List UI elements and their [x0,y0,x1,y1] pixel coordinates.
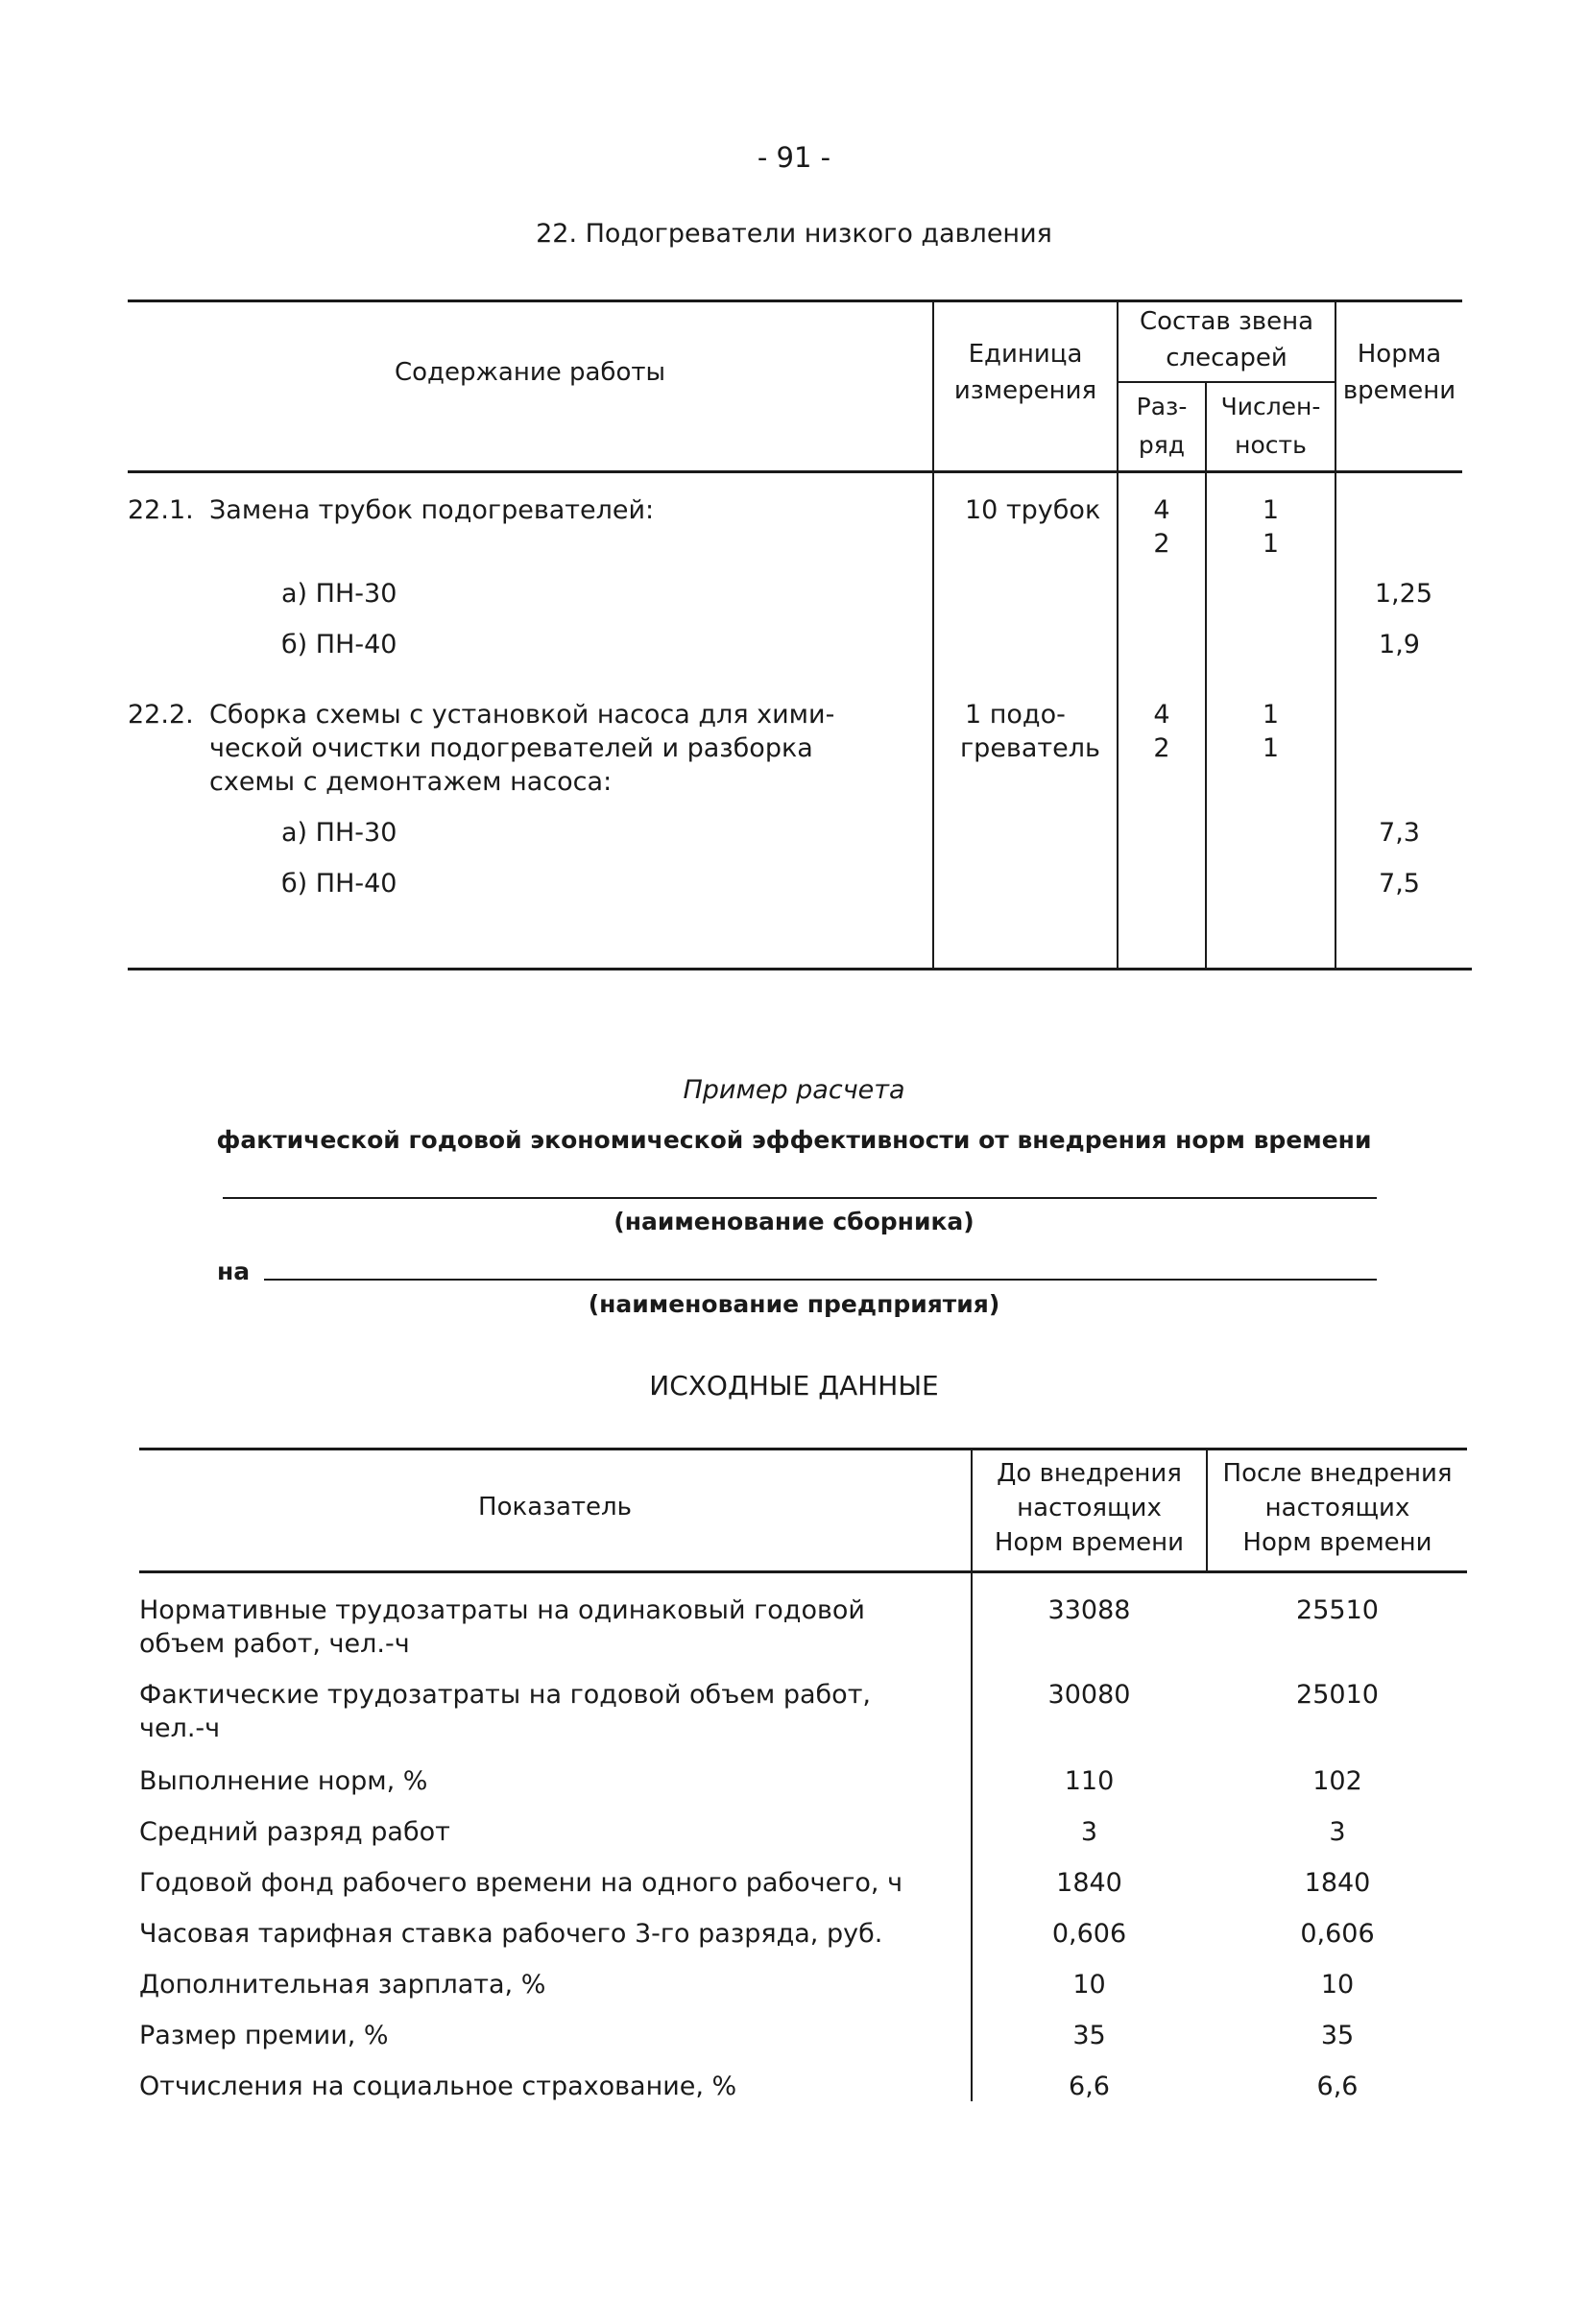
table2-header-rule [139,1570,1467,1573]
social-insurance-after: 6,6 [1316,2072,1359,2101]
row-22-2-number: 22.2. [128,700,194,730]
enterprise-on-label: на [217,1258,251,1285]
normative-labor-after: 25510 [1296,1595,1379,1625]
additional-salary-before: 10 [1072,1970,1106,2000]
indicator-additional-salary: Дополнительная зарплата, % [139,1970,546,2000]
header-norm: Норма времени [1342,340,1456,405]
row-22-2-text-line-1: Сборка схемы с установкой насоса для хими- [209,700,835,730]
row-22-1-count-1: 1 [1262,495,1280,525]
indicator-annual-time-fund: Годовой фонд рабочего времени на одного рабочего, ч [139,1868,903,1898]
page-number: - 91 - [757,141,831,174]
header-after-line-3: Норм времени [1242,1528,1432,1557]
header-count: Числен-ность [1220,393,1321,459]
section-title: 22. Подогреватели низкого давления [536,219,1052,249]
row-22-2-a-norm: 7,3 [1379,818,1420,848]
actual-labor-after: 25010 [1296,1680,1379,1710]
row-22-2-grade-2: 2 [1153,733,1170,763]
row-22-2-text-line-2: ческой очистки подогревателей и разборка [209,733,813,763]
hourly-rate-after: 0,606 [1300,1919,1375,1949]
row-22-1-b-label: б) ПН-40 [281,630,397,659]
table1-bottom-rule [128,968,1472,970]
row-22-2-count-2: 1 [1262,733,1280,763]
indicator-normative-labor-line-1: Нормативные трудозатраты на одинаковый годовой [139,1595,865,1625]
collection-name-caption: (наименование сборника) [614,1208,974,1235]
header-before-line-3: Норм времени [994,1528,1185,1557]
header-after-line-2: настоящих [1264,1494,1410,1522]
indicator-norm-fulfillment: Выполнение норм, % [139,1766,428,1796]
row-22-1-number: 22.1. [128,495,194,525]
row-22-2-text-line-3: схемы с демонтажем насоса: [209,767,613,797]
header-grade: Раз-ряд [1136,393,1188,459]
indicator-bonus-size: Размер премии, % [139,2021,389,2050]
indicator-actual-labor-line-2: чел.-ч [139,1713,221,1743]
row-22-2-grade-1: 4 [1153,700,1170,730]
norm-fulfillment-after: 102 [1312,1766,1362,1796]
indicator-social-insurance: Отчисления на социальное страхование, % [139,2072,737,2101]
social-insurance-before: 6,6 [1069,2072,1110,2101]
row-22-1-count-2: 1 [1262,529,1280,559]
row-22-2-unit-line-1: 1 подо- [965,700,1066,730]
additional-salary-after: 10 [1320,1970,1355,2000]
bonus-size-after: 35 [1320,2021,1355,2050]
row-22-1-grade-2: 2 [1153,529,1170,559]
header-before-line-2: настоящих [1017,1494,1162,1522]
header-before-line-1: До внедрения [997,1459,1182,1488]
normative-labor-before: 33088 [1047,1595,1131,1625]
row-22-1-text: Замена трубок подогревателей: [209,495,655,525]
header-unit: Единица измерения [953,340,1097,405]
table1-header-rule [128,470,1462,473]
norm-fulfillment-before: 110 [1064,1766,1115,1796]
row-22-1-grade-1: 4 [1153,495,1170,525]
row-22-1-a-label: а) ПН-30 [281,579,397,609]
table2-top-rule [139,1448,1467,1450]
source-data-heading: ИСХОДНЫЕ ДАННЫЕ [649,1370,939,1402]
header-team: Состав звена слесарей [1139,307,1314,372]
annual-time-fund-before: 1840 [1056,1868,1122,1898]
header-work-content: Содержание работы [394,358,666,387]
row-22-1-a-norm: 1,25 [1374,579,1432,609]
header-after-line-1: После внедрения [1222,1459,1453,1488]
collection-name-line [223,1197,1377,1199]
indicator-average-grade: Средний разряд работ [139,1817,450,1847]
indicator-hourly-rate: Часовая тарифная ставка рабочего 3-го разряда, руб. [139,1919,883,1949]
actual-labor-before: 30080 [1047,1680,1131,1710]
example-title: Пример расчета [683,1075,905,1105]
example-subtitle: фактической годовой экономической эффективности от внедрения норм времени [216,1126,1372,1154]
hourly-rate-before: 0,606 [1051,1919,1127,1949]
table1-top-rule [128,299,1462,302]
header-indicator: Показатель [478,1493,632,1521]
row-22-2-unit-line-2: греватель [960,733,1100,763]
row-22-2-b-norm: 7,5 [1379,869,1420,898]
average-grade-after: 3 [1329,1817,1346,1847]
average-grade-before: 3 [1080,1817,1098,1847]
enterprise-name-line [264,1279,1377,1281]
table1-col-rule-3 [1205,382,1207,970]
row-22-2-b-label: б) ПН-40 [281,869,397,898]
bonus-size-before: 35 [1072,2021,1106,2050]
indicator-normative-labor-line-2: объем работ, чел.-ч [139,1629,410,1659]
row-22-1-unit: 10 трубок [965,495,1101,525]
row-22-2-a-label: а) ПН-30 [281,818,397,848]
enterprise-name-caption: (наименование предприятия) [588,1290,1000,1318]
indicator-actual-labor-line-1: Фактические трудозатраты на годовой объем работ, [139,1680,872,1710]
annual-time-fund-after: 1840 [1304,1868,1371,1898]
table1-team-subrule [1117,381,1335,383]
row-22-1-b-norm: 1,9 [1379,630,1420,659]
row-22-2-count-1: 1 [1262,700,1280,730]
